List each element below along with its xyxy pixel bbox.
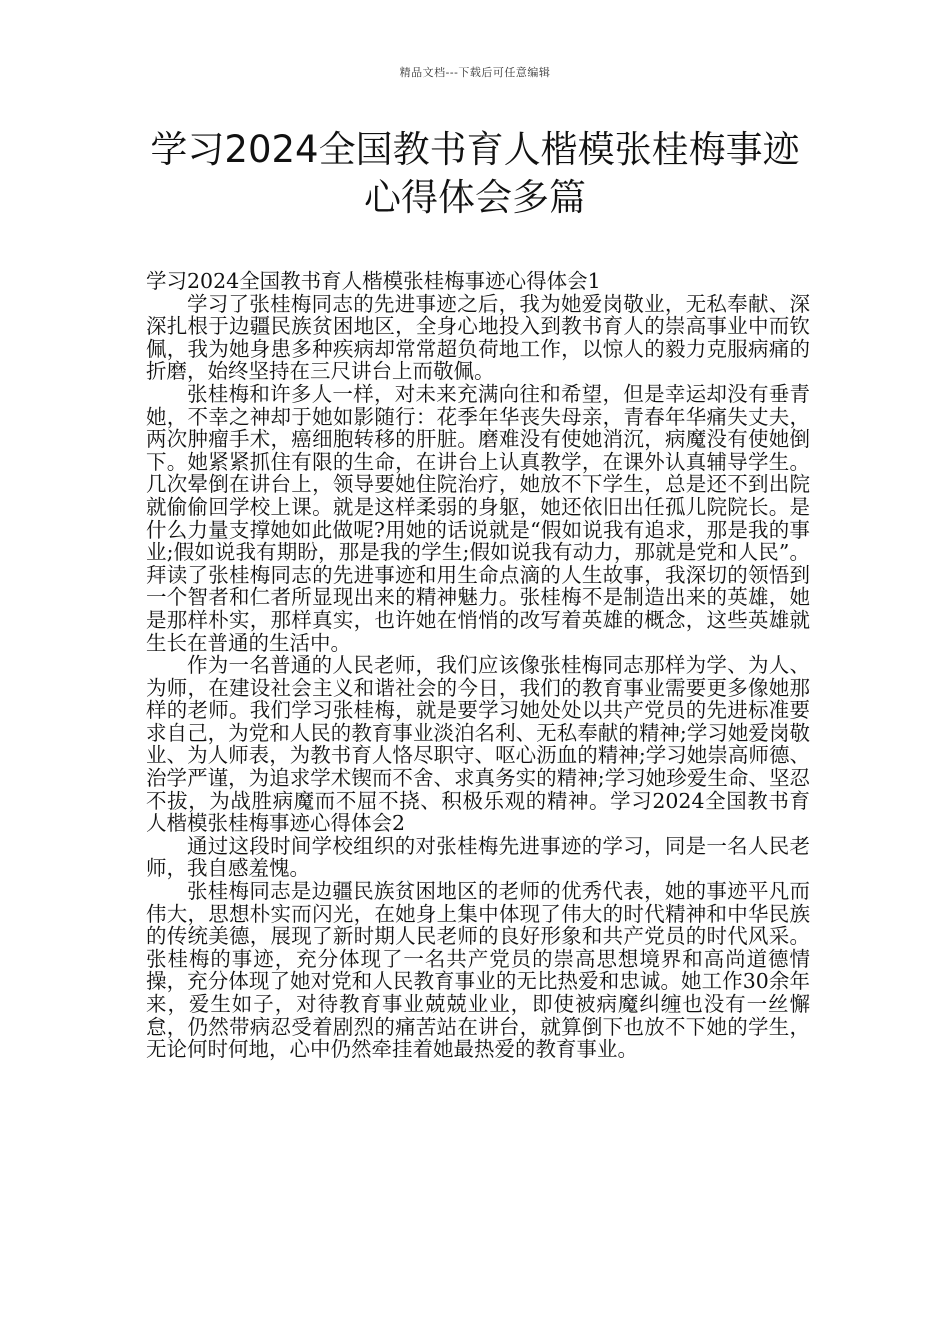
section-heading: 学习2024全国教书育人楷模张桂梅事迹心得体会1: [146, 269, 601, 293]
paragraph: 学习了张桂梅同志的先进事迹之后，我为她爱岗敬业，无私奉献、深深扎根于边疆民族贫困地区，全身心地投入到教书育人的崇高事业中而钦佩，我为她身患多种疾病却常常超负荷地工作，以惊人的毅力克服病痛的折磨，始终坚持在三尺讲台上而敬佩。: [146, 291, 810, 384]
paragraph: 张桂梅同志是边疆民族贫困地区的老师的优秀代表，她的事迹平凡而伟大，思想朴实而闪光，在她身上集中体现了伟大的时代精神和中华民族的传统美德，展现了新时期人民老师的良好形象和共产党员的时代风采。张桂梅的事迹，充分体现了一名共产党员的崇高思想境界和高尚道德情操，充分体现了她对党和人民教育事业的无比热爱和忠诚。她工作30余年来，爱生如子，对待教育事业兢兢业业，即使被病魔纠缠也没有一丝懈怠，仍然带病忍受着剧烈的痛苦站在讲台，就算倒下也放不下她的学生，无论何时何地，心中仍然牵挂着她最热爱的教育事业。: [146, 879, 810, 1062]
document-body: [146, 270, 810, 1061]
paragraph: 作为一名普通的人民老师，我们应该像张桂梅同志那样为学、为人、为师，在建设社会主义和谐社会的今日，我们的教育事业需要更多像她那样的老师。我们学习张桂梅，就是要学习她处处以共产党员的先进标准要求自己，为党和人民的教育事业淡泊名利、无私奉献的精神;学习她爱岗敬业、为人师表，为教书育人恪尽职守、呕心沥血的精神;学习她崇高师德、治学严谨，为追求学术锲而不舍、求真务实的精神;学习她珍爱生命、坚忍不拔，为战胜病魔而不屈不挠、积极乐观的精神。学习2024全国教书育人楷模张桂梅事迹心得体会2: [146, 653, 810, 836]
paragraph: 通过这段时间学校组织的对张桂梅先进事迹的学习，同是一名人民老师，我自感羞愧。: [146, 833, 810, 881]
document-title: 学习2024全国教书育人楷模张桂梅事迹心得体会多篇: [150, 128, 800, 219]
paragraph: 张桂梅和许多人一样，对未来充满向往和希望，但是幸运却没有垂青她，不幸之神却于她如影随行：花季年华丧失母亲，青春年华痛失丈夫，两次肿瘤手术，癌细胞转移的肝脏。磨难没有使她消沉，病魔没有使她倒下。她紧紧抓住有限的生命，在讲台上认真教学，在课外认真辅导学生。几次晕倒在讲台上，领导要她住院治疗，她放不下学生，总是还不到出院就偷偷回学校上课。就是这样柔弱的身躯，她还依旧出任孤儿院院长。是什么力量支撑她如此做呢?用她的话说就是“假如说我有追求，那是我的事业;假如说我有期盼，那是我的学生;假如说我有动力，那就是党和人民”。拜读了张桂梅同志的先进事迹和用生命点滴的人生故事，我深切的领悟到一个智者和仁者所显现出来的精神魅力。张桂梅不是制造出来的英雄，她是那样朴实，那样真实，也许她在悄悄的改写着英雄的概念，这些英雄就生长在普通的生活中。: [146, 381, 810, 655]
header-note: 精品文档---下载后可任意编辑: [399, 66, 551, 79]
